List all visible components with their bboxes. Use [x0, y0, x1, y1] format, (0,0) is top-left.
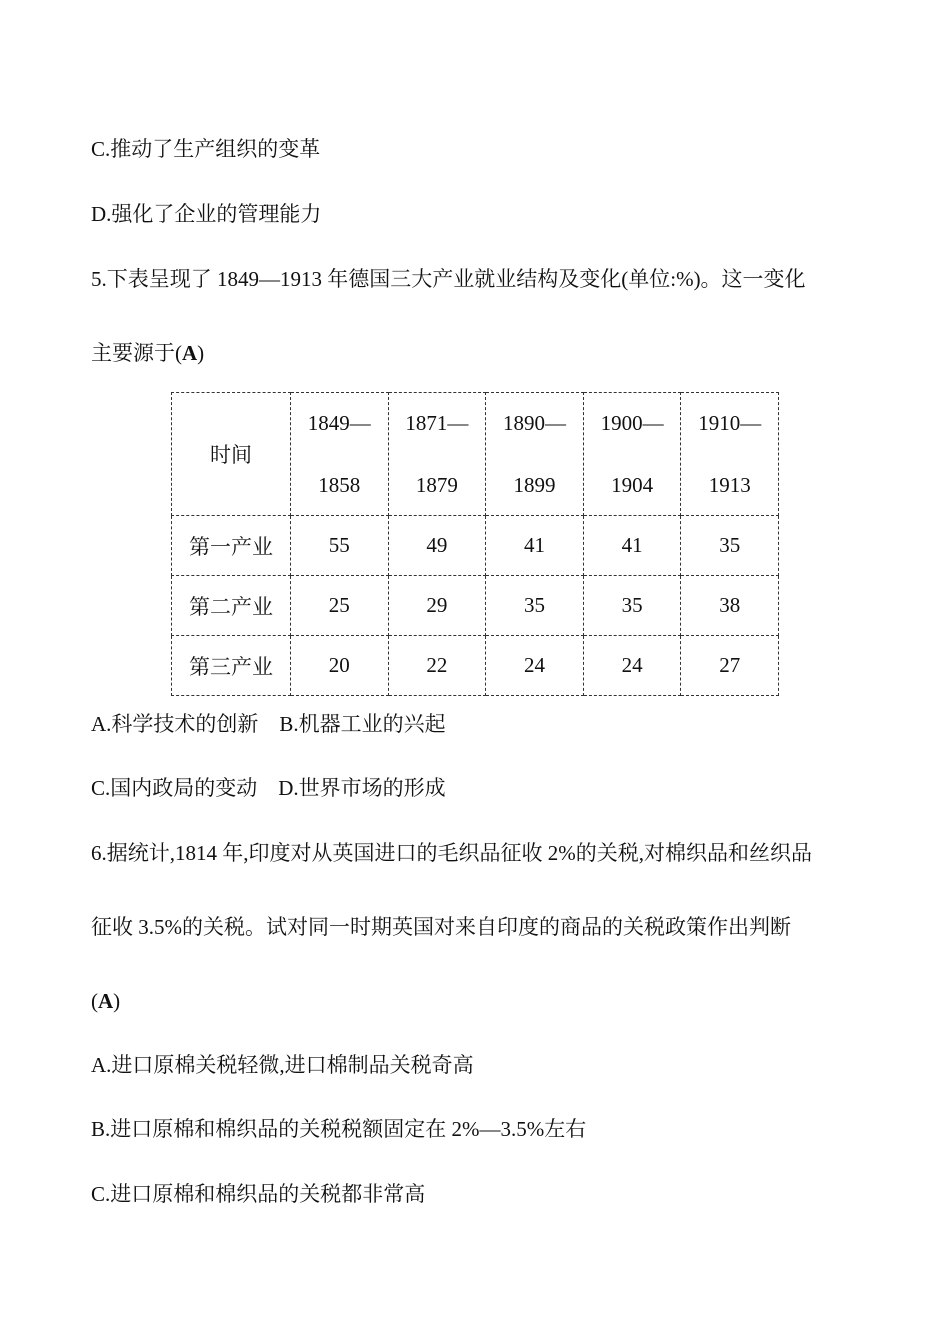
option-c-prev: C.推动了生产组织的变革 — [91, 137, 321, 161]
table-cell: 49 — [388, 516, 486, 576]
table-cell: 22 — [388, 636, 486, 696]
answer-letter: A — [98, 989, 114, 1013]
stem-text-close: ) — [197, 341, 205, 365]
period-5 — [681, 393, 779, 516]
table-cell: 25 — [291, 576, 389, 636]
table-cell: 24 — [486, 636, 584, 696]
question-6-answer — [91, 986, 120, 1016]
period-start: 1910— — [698, 411, 762, 435]
table-row-secondary — [172, 576, 779, 636]
period-start: 1890— — [502, 411, 566, 435]
period-2 — [388, 393, 486, 516]
question-5-stem-line2 — [91, 338, 204, 368]
table-cell: 35 — [681, 516, 779, 576]
period-start: 1849— — [307, 411, 371, 435]
table-cell: 55 — [291, 516, 389, 576]
table-cell: 20 — [291, 636, 389, 696]
table-cell: 38 — [681, 576, 779, 636]
answer-close: ) — [113, 989, 121, 1013]
row-label: 第二产业 — [172, 576, 291, 636]
option-d-prev: D.强化了企业的管理能力 — [91, 202, 322, 226]
answer-open: ( — [91, 989, 98, 1013]
table-cell: 35 — [486, 576, 584, 636]
table-header-row — [172, 393, 779, 516]
period-start: 1871— — [405, 411, 469, 435]
header-label-time: 时间 — [172, 393, 291, 516]
stem-text: 主要源于( — [91, 341, 182, 365]
table-cell: 41 — [486, 516, 584, 576]
table-cell: 27 — [681, 636, 779, 696]
table-cell: 41 — [583, 516, 681, 576]
period-end: 1904 — [611, 473, 654, 497]
question-6-option-b: B.进口原棉和棉织品的关税税额固定在 2%—3.5%左右 — [91, 1117, 587, 1141]
period-end: 1879 — [415, 473, 458, 497]
table-cell: 24 — [583, 636, 681, 696]
table-cell: 35 — [583, 576, 681, 636]
question-5-options-cd: C.国内政局的变动 D.世界市场的形成 — [91, 776, 446, 800]
question-5-options-ab: A.科学技术的创新 B.机器工业的兴起 — [91, 712, 446, 736]
answer-letter: A — [182, 341, 198, 365]
table-row-tertiary — [172, 636, 779, 696]
question-6-stem-line1: 6.据统计,1814 年,印度对从英国进口的毛织品征收 2%的关税,对棉织品和丝织品 — [91, 841, 812, 865]
question-6-option-c: C.进口原棉和棉织品的关税都非常高 — [91, 1182, 426, 1206]
question-5-stem-line1: 5.下表呈现了 1849—1913 年德国三大产业就业结构及变化(单位:%)。这一变化 — [91, 267, 806, 291]
employment-structure-table — [171, 392, 779, 696]
period-1 — [291, 393, 389, 516]
question-6-option-a: A.进口原棉关税轻微,进口棉制品关税奇高 — [91, 1053, 474, 1077]
table-row-primary — [172, 516, 779, 576]
period-4 — [583, 393, 681, 516]
period-end: 1913 — [708, 473, 751, 497]
period-end: 1899 — [513, 473, 556, 497]
row-label: 第三产业 — [172, 636, 291, 696]
period-end: 1858 — [318, 473, 361, 497]
table-cell: 29 — [388, 576, 486, 636]
period-start: 1900— — [600, 411, 664, 435]
row-label: 第一产业 — [172, 516, 291, 576]
question-6-stem-line2: 征收 3.5%的关税。试对同一时期英国对来自印度的商品的关税政策作出判断 — [91, 915, 791, 939]
period-3 — [486, 393, 584, 516]
